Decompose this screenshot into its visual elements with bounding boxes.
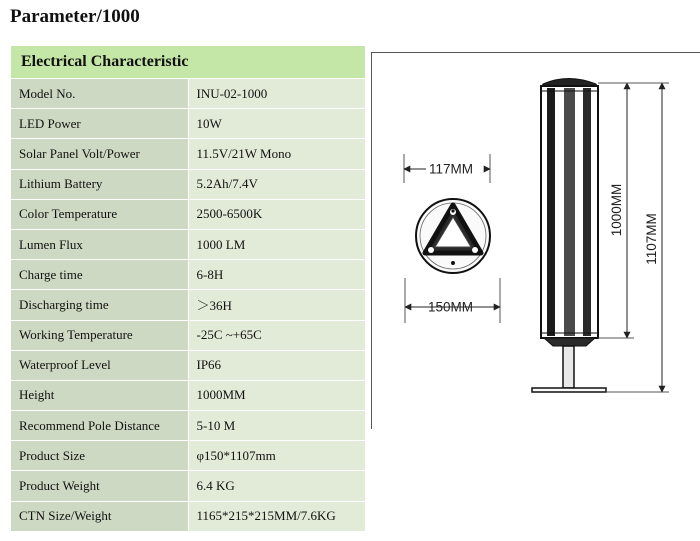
dim-bottom-width-label: 150MM [428,299,474,315]
row-value: -25C ~+65C [188,320,366,350]
row-value: 10W [188,109,366,139]
table-row [11,471,366,501]
row-value: 6-8H [188,260,366,290]
table-header: Electrical Characteristic [11,46,366,79]
table-row [11,139,366,169]
row-value: IP66 [188,350,366,380]
row-value: 1165*215*215MM/7.6KG [188,501,366,531]
dim-body-height-label: 1000MM [609,183,624,237]
page-title: Parameter/1000 [10,6,140,27]
row-label: Discharging time [11,290,189,320]
row-label: Lumen Flux [11,229,189,259]
table-row [11,320,366,350]
lamp-side-view [532,79,606,393]
row-value: φ150*1107mm [188,441,366,471]
table-row [11,350,366,380]
spec-table [10,45,366,532]
row-label: Product Weight [11,471,189,501]
dim-total-height-label: 1107MM [644,213,659,265]
table-row [11,260,366,290]
row-value: 11.5V/21W Mono [188,139,366,169]
row-label: Solar Panel Volt/Power [11,139,189,169]
table-row [11,290,366,320]
row-value: 6.4 KG [188,471,366,501]
row-label: Height [11,380,189,410]
table-row [11,501,366,531]
table-row [11,411,366,441]
row-label: LED Power [11,109,189,139]
row-label: CTN Size/Weight [11,501,189,531]
table-header-row [11,46,366,79]
row-value: 2500-6500K [188,199,366,229]
row-label: Recommend Pole Distance [11,411,189,441]
dimension-drawing [371,52,700,429]
row-value: 1000 LM [188,229,366,259]
row-label: Lithium Battery [11,169,189,199]
row-value: ＞36H [188,290,366,320]
dim-top-width-label: 117MM [429,161,474,177]
row-label: Working Temperature [11,320,189,350]
row-value: 1000MM [188,380,366,410]
dimension-drawing-svg [372,53,700,429]
row-value: 5.2Ah/7.4V [188,169,366,199]
row-label: Color Temperature [11,199,189,229]
row-label: Waterproof Level [11,350,189,380]
row-value: 5-10 M [188,411,366,441]
table-row [11,79,366,109]
table-row [11,109,366,139]
table-row [11,169,366,199]
table-row [11,441,366,471]
row-label: Charge time [11,260,189,290]
row-label: Product Size [11,441,189,471]
table-row [11,199,366,229]
row-label: Model No. [11,79,189,109]
row-value: INU-02-1000 [188,79,366,109]
table-row [11,380,366,410]
table-row [11,229,366,259]
lamp-top-view [416,199,490,273]
